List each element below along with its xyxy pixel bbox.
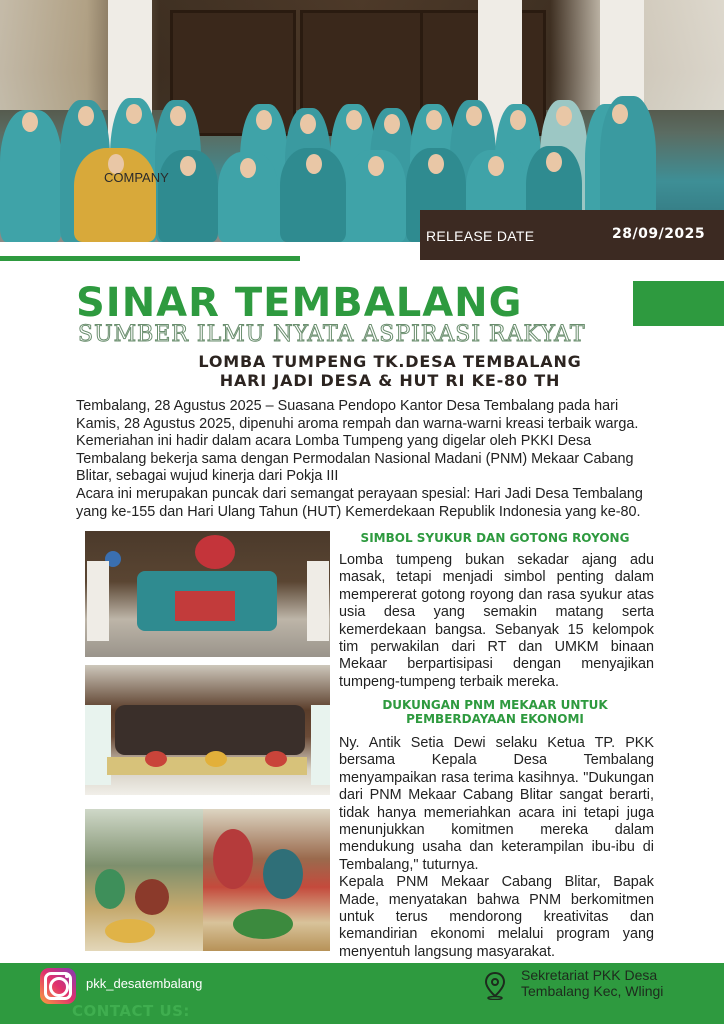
section-2-heading-line-2: PEMBERDAYAAN EKONOMI bbox=[406, 712, 584, 726]
headline-line-1: LOMBA TUMPENG TK.DESA TEMBALANG bbox=[198, 352, 582, 371]
address-line-2: Tembalang Kec, Wlingi bbox=[521, 983, 664, 999]
release-date-value: 28/09/2025 bbox=[612, 226, 706, 242]
hero-photo bbox=[0, 0, 724, 242]
photo-group-tumpeng bbox=[85, 531, 330, 657]
divider-line bbox=[0, 256, 300, 261]
contact-label: CONTACT US: bbox=[72, 1002, 190, 1020]
article-intro bbox=[76, 398, 654, 521]
instagram-handle[interactable]: pkk_desatembalang bbox=[86, 976, 203, 991]
instagram-icon[interactable] bbox=[40, 968, 76, 1004]
address-block bbox=[521, 967, 691, 999]
company-label: COMPANY bbox=[104, 170, 169, 185]
address-line-1: Sekretariat PKK Desa bbox=[521, 967, 658, 983]
headline-line-2: HARI JADI DESA & HUT RI KE-80 TH bbox=[219, 371, 561, 390]
photo-pnm-mekaar bbox=[85, 665, 330, 795]
section-heading-pnm-mekaar bbox=[340, 698, 650, 726]
intro-paragraph-1: Tembalang, 28 Agustus 2025 – Suasana Pendopo Kantor Desa Tembalang pada hari Kamis, 28 Agustus 2025, dipenuhi aroma rempah dan warna-warni kreasi terbaik warga. Kemeriahan ini hadir dalam acara Lomba Tumpeng yang digelar oleh PKKI Desa Tembalang bekerja sama dengan Permodalan Nasional Madani (PNM) Mekaar Cabang Blitar, sebagai wujud kinerja dari Pokja III bbox=[76, 398, 639, 485]
section-2-heading-line-1: DUKUNGAN PNM MEKAAR UNTUK bbox=[382, 698, 608, 712]
intro-paragraph-2: Acara ini merupakan puncak dari semangat perayaan spesial: Hari Jadi Desa Tembalang yang ke-155 dan Hari Ulang Tahun (HUT) Kemerdekaan Republik Indonesia yang ke-80. bbox=[76, 485, 643, 520]
section-2-body bbox=[339, 735, 654, 961]
newsletter-tagline: SUMBER ILMU NYATA ASPIRASI RAKYAT bbox=[78, 322, 586, 347]
section-2-paragraph-2: Kepala PNM Mekaar Cabang Blitar, Bapak Made, menyatakan bahwa PNM berkomitmen untuk terus mendorong kreativitas dan kemandirian ekonomi melalui program yang menyentuh langsung masyarakat. bbox=[339, 874, 654, 960]
photo-tumpeng-display bbox=[203, 809, 330, 951]
section-1-body bbox=[339, 552, 654, 691]
newsletter-title: SINAR TEMBALANG bbox=[76, 280, 523, 326]
accent-block bbox=[633, 281, 724, 326]
map-pin-icon bbox=[484, 972, 506, 1000]
release-date-label: RELEASE DATE bbox=[426, 228, 535, 244]
article-headline bbox=[120, 352, 660, 390]
section-heading-gotong-royong: SIMBOL SYUKUR DAN GOTONG ROYONG bbox=[360, 531, 630, 545]
section-1-paragraph: Lomba tumpeng bukan sekadar ajang adu masak, tetapi menjadi simbol penting dalam mempererat gotong royong dan rasa syukur atas usia desa yang semakin matang serta kemerdekaan bangsa. Sebanyak 15 kelompok tim perwakilan dari RT dan UMKM binaan Mekaar berpartisipasi dengan menyajikan tumpeng-tumpeng terbaik mereka. bbox=[339, 552, 654, 690]
section-2-paragraph-1: Ny. Antik Setia Dewi selaku Ketua TP. PKK bersama Kepala Desa Tembalang menyampaikan rasa terima kasihnya. "Dukungan dari PNM Mekaar Cabang Blitar sangat berarti, tidak hanya memeriahkan acara ini tetapi juga menunjukkan komitmen mereka dalam mendukung usaha dan keterampilan ibu-ibu di Tembalang," tuturnya. bbox=[339, 735, 654, 873]
photo-participants bbox=[85, 809, 203, 951]
